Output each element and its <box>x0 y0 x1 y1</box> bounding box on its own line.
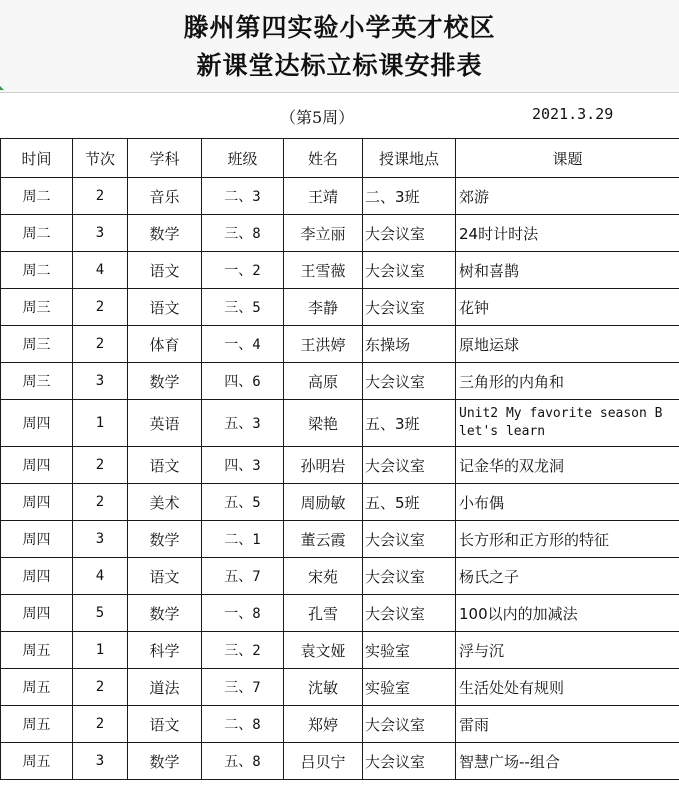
cell-class: 五、5 <box>202 484 284 521</box>
cell-day: 周五 <box>1 632 73 669</box>
cell-day: 周二 <box>1 178 73 215</box>
cell-teacher: 王洪婷 <box>284 326 363 363</box>
cell-day: 周三 <box>1 289 73 326</box>
document-header <box>0 0 679 93</box>
schedule-table-body <box>1 178 679 780</box>
cell-teacher: 孔雪 <box>284 595 363 632</box>
table-row <box>1 521 679 558</box>
cell-topic: 花钟 <box>456 289 679 326</box>
cell-teacher: 周励敏 <box>284 484 363 521</box>
column-header-class: 班级 <box>202 139 284 178</box>
cell-location: 大会议室 <box>363 363 456 400</box>
document-title-line1: 滕州第四实验小学英才校区 <box>183 13 496 42</box>
table-row <box>1 632 679 669</box>
cell-corner-marker <box>0 86 4 90</box>
cell-subject: 语文 <box>128 706 202 743</box>
column-header-location: 授课地点 <box>363 139 456 178</box>
cell-topic: 长方形和正方形的特征 <box>456 521 679 558</box>
cell-teacher: 梁艳 <box>284 400 363 447</box>
cell-location: 大会议室 <box>363 252 456 289</box>
cell-class: 五、8 <box>202 743 284 780</box>
cell-topic: Unit2 My favorite season B let's learn <box>456 400 679 447</box>
table-row <box>1 743 679 780</box>
cell-location: 大会议室 <box>363 595 456 632</box>
cell-period: 2 <box>73 178 128 215</box>
table-row <box>1 447 679 484</box>
cell-topic: 生活处处有规则 <box>456 669 679 706</box>
subtitle-row <box>0 93 679 138</box>
cell-period: 5 <box>73 595 128 632</box>
cell-topic: 小布偶 <box>456 484 679 521</box>
cell-teacher: 郑婷 <box>284 706 363 743</box>
cell-location: 大会议室 <box>363 289 456 326</box>
schedule-table <box>0 138 679 780</box>
cell-class: 四、6 <box>202 363 284 400</box>
cell-subject: 体育 <box>128 326 202 363</box>
cell-period: 2 <box>73 706 128 743</box>
cell-subject: 语文 <box>128 252 202 289</box>
cell-day: 周五 <box>1 706 73 743</box>
cell-day: 周五 <box>1 669 73 706</box>
cell-location: 二、3班 <box>363 178 456 215</box>
cell-class: 三、2 <box>202 632 284 669</box>
table-row <box>1 669 679 706</box>
cell-period: 2 <box>73 484 128 521</box>
table-row <box>1 400 679 447</box>
cell-period: 1 <box>73 632 128 669</box>
cell-location: 五、5班 <box>363 484 456 521</box>
cell-location: 五、3班 <box>363 400 456 447</box>
cell-period: 2 <box>73 326 128 363</box>
week-label: （第5周） <box>280 108 355 127</box>
table-row <box>1 178 679 215</box>
table-row <box>1 215 679 252</box>
table-row <box>1 706 679 743</box>
column-header-period: 节次 <box>73 139 128 178</box>
cell-topic: 三角形的内角和 <box>456 363 679 400</box>
cell-class: 五、7 <box>202 558 284 595</box>
cell-topic: 浮与沉 <box>456 632 679 669</box>
cell-period: 2 <box>73 669 128 706</box>
cell-topic: 杨氏之子 <box>456 558 679 595</box>
cell-class: 一、8 <box>202 595 284 632</box>
cell-teacher: 孙明岩 <box>284 447 363 484</box>
cell-period: 3 <box>73 215 128 252</box>
cell-day: 周二 <box>1 215 73 252</box>
cell-topic: 100以内的加减法 <box>456 595 679 632</box>
cell-subject: 音乐 <box>128 178 202 215</box>
cell-location: 大会议室 <box>363 215 456 252</box>
cell-class: 三、8 <box>202 215 284 252</box>
cell-class: 二、1 <box>202 521 284 558</box>
cell-topic: 记金华的双龙洞 <box>456 447 679 484</box>
cell-topic: 24时计时法 <box>456 215 679 252</box>
table-row <box>1 289 679 326</box>
cell-subject: 语文 <box>128 289 202 326</box>
cell-period: 3 <box>73 363 128 400</box>
cell-location: 实验室 <box>363 632 456 669</box>
cell-teacher: 李静 <box>284 289 363 326</box>
cell-period: 2 <box>73 289 128 326</box>
table-row <box>1 363 679 400</box>
table-row <box>1 326 679 363</box>
cell-teacher: 宋苑 <box>284 558 363 595</box>
cell-location: 大会议室 <box>363 521 456 558</box>
cell-topic: 树和喜鹊 <box>456 252 679 289</box>
cell-class: 五、3 <box>202 400 284 447</box>
column-header-topic: 课题 <box>456 139 679 178</box>
table-row <box>1 484 679 521</box>
cell-class: 二、3 <box>202 178 284 215</box>
cell-subject: 语文 <box>128 447 202 484</box>
cell-teacher: 高原 <box>284 363 363 400</box>
cell-teacher: 王雪薇 <box>284 252 363 289</box>
cell-topic: 郊游 <box>456 178 679 215</box>
cell-period: 2 <box>73 447 128 484</box>
cell-day: 周四 <box>1 447 73 484</box>
cell-location: 大会议室 <box>363 447 456 484</box>
cell-teacher: 吕贝宁 <box>284 743 363 780</box>
cell-subject: 数学 <box>128 743 202 780</box>
cell-subject: 数学 <box>128 363 202 400</box>
cell-day: 周四 <box>1 595 73 632</box>
cell-teacher: 沈敏 <box>284 669 363 706</box>
cell-location: 东操场 <box>363 326 456 363</box>
table-row <box>1 595 679 632</box>
cell-subject: 道法 <box>128 669 202 706</box>
cell-teacher: 王靖 <box>284 178 363 215</box>
cell-day: 周五 <box>1 743 73 780</box>
cell-class: 一、4 <box>202 326 284 363</box>
column-header-subject: 学科 <box>128 139 202 178</box>
table-row <box>1 558 679 595</box>
cell-location: 实验室 <box>363 669 456 706</box>
cell-class: 四、3 <box>202 447 284 484</box>
cell-class: 三、5 <box>202 289 284 326</box>
cell-subject: 美术 <box>128 484 202 521</box>
cell-day: 周四 <box>1 558 73 595</box>
document-title-line2: 新课堂达标立标课安排表 <box>196 51 483 80</box>
cell-day: 周四 <box>1 484 73 521</box>
cell-class: 三、7 <box>202 669 284 706</box>
cell-period: 1 <box>73 400 128 447</box>
cell-teacher: 袁文娅 <box>284 632 363 669</box>
cell-location: 大会议室 <box>363 743 456 780</box>
table-row <box>1 252 679 289</box>
cell-class: 二、8 <box>202 706 284 743</box>
cell-period: 3 <box>73 521 128 558</box>
cell-location: 大会议室 <box>363 706 456 743</box>
cell-day: 周三 <box>1 363 73 400</box>
cell-day: 周三 <box>1 326 73 363</box>
cell-teacher: 李立丽 <box>284 215 363 252</box>
table-header-row <box>1 139 679 178</box>
cell-topic: 雷雨 <box>456 706 679 743</box>
schedule-date: 2021.3.29 <box>532 105 614 123</box>
cell-topic: 智慧广场--组合 <box>456 743 679 780</box>
cell-class: 一、2 <box>202 252 284 289</box>
cell-period: 4 <box>73 252 128 289</box>
cell-subject: 数学 <box>128 215 202 252</box>
cell-day: 周四 <box>1 400 73 447</box>
cell-day: 周二 <box>1 252 73 289</box>
cell-subject: 科学 <box>128 632 202 669</box>
cell-day: 周四 <box>1 521 73 558</box>
cell-teacher: 董云霞 <box>284 521 363 558</box>
cell-period: 4 <box>73 558 128 595</box>
column-header-teacher: 姓名 <box>284 139 363 178</box>
cell-subject: 数学 <box>128 521 202 558</box>
cell-subject: 语文 <box>128 558 202 595</box>
column-header-time: 时间 <box>1 139 73 178</box>
cell-location: 大会议室 <box>363 558 456 595</box>
cell-subject: 英语 <box>128 400 202 447</box>
cell-subject: 数学 <box>128 595 202 632</box>
cell-period: 3 <box>73 743 128 780</box>
cell-topic: 原地运球 <box>456 326 679 363</box>
